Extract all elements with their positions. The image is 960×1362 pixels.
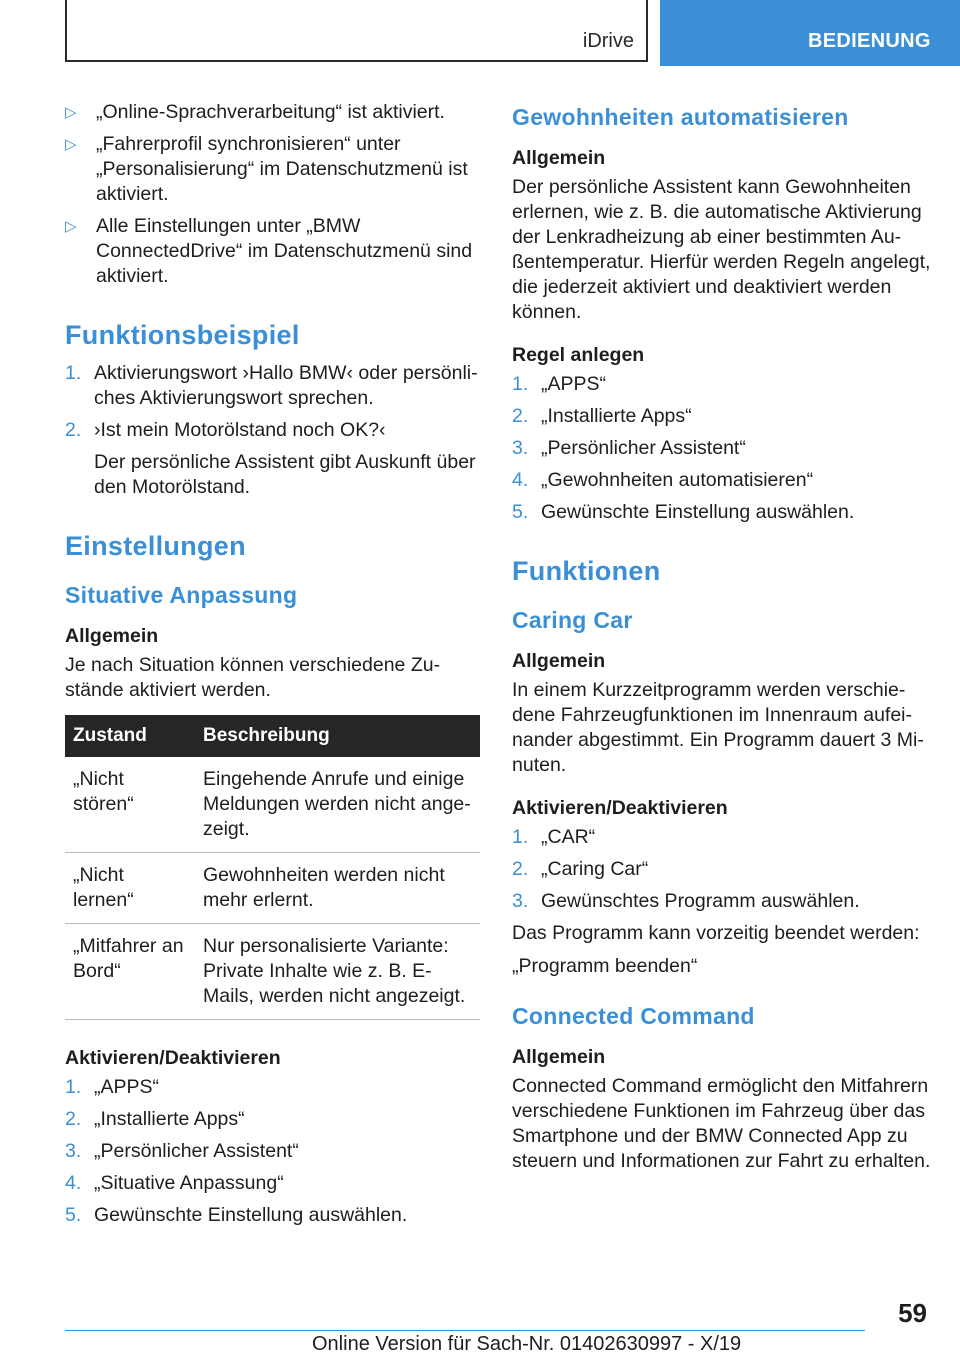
footer-online-version: Online Version für Sach-Nr. 01402630997 - X/19 xyxy=(312,1333,742,1355)
heading-einstellungen: Einstellungen xyxy=(65,531,246,561)
step-number: 1. xyxy=(512,373,529,395)
list-item xyxy=(65,100,485,125)
list-item xyxy=(65,214,485,289)
list-item xyxy=(65,1107,485,1132)
step-text: Aktivierungswort ›Hallo BMW‹ oder persönliches Aktivierungswort sprechen. xyxy=(94,362,478,409)
heading-situative-anpassung: Situative Anpassung xyxy=(65,582,298,608)
step-text: „Persönlicher Assistent“ xyxy=(94,1140,299,1162)
right-column xyxy=(512,100,932,1182)
step-text: Gewünschte Einstellung auswählen. xyxy=(541,501,855,523)
step-number: 4. xyxy=(512,469,529,491)
step-text: „Installierte Apps“ xyxy=(541,405,692,427)
step-text: „Situative Anpassung“ xyxy=(94,1172,284,1194)
heading-allgemein: Allgemein xyxy=(512,147,606,169)
step-text: „Installierte Apps“ xyxy=(94,1108,245,1130)
step-number: 1. xyxy=(512,826,529,848)
table-row xyxy=(65,757,480,853)
heading-allgemein: Allgemein xyxy=(512,1046,606,1068)
heading-allgemein: Allgemein xyxy=(65,625,159,647)
triangle-bullet-icon: ▷ xyxy=(65,136,77,153)
footer-divider xyxy=(65,1330,865,1331)
table-row xyxy=(65,853,480,924)
step-number: 5. xyxy=(65,1204,82,1226)
step-number: 2. xyxy=(65,1108,82,1130)
list-item xyxy=(512,500,932,525)
heading-gewohnheiten: Gewohnheiten automatisieren xyxy=(512,104,849,130)
paragraph: Der persönliche Assistent kann Gewohnheiten erlernen, wie z. B. die automatische Aktivierung der Lenkradheizung ab einer bestimmten Außentemperatur. Hierfür werden Regeln angelegt, die jederzeit aktiviert und deaktiviert werden können. xyxy=(512,176,931,323)
example-note: Der persönliche Assistent gibt Auskunft über den Motorölstand. xyxy=(94,451,476,498)
paragraph: Connected Command ermöglicht den Mitfahrern verschiedene Funktionen im Fahrzeug über das Smartphone und der BMW Connected App zu steuern und Informationen zur Fahrt zu erhalten. xyxy=(512,1075,931,1172)
bullet-text: „Fahrerprofil synchronisieren“ unter „Personalisierung“ im Datenschutzmenü ist aktiviert. xyxy=(96,133,468,205)
paragraph: Je nach Situation können verschiedene Zustände aktiviert werden. xyxy=(65,654,441,701)
step-text: ›Ist mein Motorölstand noch OK?‹ xyxy=(94,419,386,441)
page-number: 59 xyxy=(898,1298,927,1328)
paragraph: In einem Kurzzeitprogramm werden verschiedene Fahrzeugfunktionen im Innenraum aufeinander abgestimmt. Ein Programm dauert 3 Minuten. xyxy=(512,679,924,776)
header-section-box xyxy=(65,0,648,62)
bullet-text: Alle Einstellungen unter „BMW ConnectedDrive“ im Datenschutzmenü sind aktiviert. xyxy=(96,215,473,287)
heading-aktivieren: Aktivieren/Deaktivieren xyxy=(512,797,728,819)
step-text: „APPS“ xyxy=(541,373,607,395)
step-number: 3. xyxy=(65,1140,82,1162)
step-number: 2. xyxy=(65,419,82,441)
list-item xyxy=(65,361,485,411)
table-cell: Nur personalisierte Variante: Private Inhalte wie z. B. E-Mails, werden nicht angezeigt. xyxy=(195,924,480,1020)
heading-aktivieren: Aktivieren/Deaktivieren xyxy=(65,1047,281,1069)
list-item xyxy=(512,372,932,397)
triangle-bullet-icon: ▷ xyxy=(65,104,77,121)
step-text: „Persönlicher Assistent“ xyxy=(541,437,746,459)
paragraph: Das Programm kann vorzeitig beendet werden: xyxy=(512,922,920,944)
list-item xyxy=(65,132,485,207)
table-cell: „Mitfahrer an Bord“ xyxy=(65,924,195,1020)
list-item xyxy=(512,857,932,882)
heading-allgemein: Allgemein xyxy=(512,650,606,672)
step-number: 3. xyxy=(512,437,529,459)
heading-connected-command: Connected Command xyxy=(512,1003,755,1029)
list-item xyxy=(512,825,932,850)
heading-funktionen: Funktionen xyxy=(512,556,661,586)
step-number: 4. xyxy=(65,1172,82,1194)
table-cell: „Nicht lernen“ xyxy=(65,853,195,924)
list-item xyxy=(65,1075,485,1100)
list-item xyxy=(65,1171,485,1196)
list-item xyxy=(512,889,932,914)
list-item xyxy=(512,404,932,429)
list-item xyxy=(65,418,485,443)
step-number: 1. xyxy=(65,1076,82,1098)
step-text: „Caring Car“ xyxy=(541,858,649,880)
paragraph: „Programm beenden“ xyxy=(512,955,698,977)
list-item xyxy=(512,436,932,461)
header-chapter-tab[interactable]: BEDIENUNG xyxy=(660,0,960,66)
step-text: „Gewohnheiten automatisieren“ xyxy=(541,469,814,491)
header-section-title: iDrive xyxy=(582,30,634,52)
heading-regel-anlegen: Regel anlegen xyxy=(512,344,645,366)
step-number: 2. xyxy=(512,405,529,427)
step-number: 1. xyxy=(65,362,82,384)
list-item xyxy=(512,468,932,493)
step-text: Gewünschte Einstellung auswählen. xyxy=(94,1204,408,1226)
heading-caring-car: Caring Car xyxy=(512,607,633,633)
table-row xyxy=(65,924,480,1020)
step-text: Gewünschtes Programm auswählen. xyxy=(541,890,860,912)
triangle-bullet-icon: ▷ xyxy=(65,218,77,235)
table-header-zustand: Zustand xyxy=(65,715,195,757)
step-number: 3. xyxy=(512,890,529,912)
bullet-text: „Online-Sprachverarbeitung“ ist aktiviert. xyxy=(96,101,445,123)
heading-funktionsbeispiel: Funktionsbeispiel xyxy=(65,320,300,350)
list-item xyxy=(65,1203,485,1228)
step-number: 5. xyxy=(512,501,529,523)
table-cell: Gewohnheiten werden nicht mehr erlernt. xyxy=(195,853,480,924)
step-number: 2. xyxy=(512,858,529,880)
left-column xyxy=(65,100,485,1235)
table-cell: „Nicht stören“ xyxy=(65,757,195,853)
step-text: „APPS“ xyxy=(94,1076,160,1098)
table-cell: Eingehende Anrufe und einige Meldungen werden nicht angezeigt. xyxy=(195,757,480,853)
list-item xyxy=(65,1139,485,1164)
step-text: „CAR“ xyxy=(541,826,596,848)
table-header-beschreibung: Beschreibung xyxy=(195,715,480,757)
state-table xyxy=(65,715,480,1020)
